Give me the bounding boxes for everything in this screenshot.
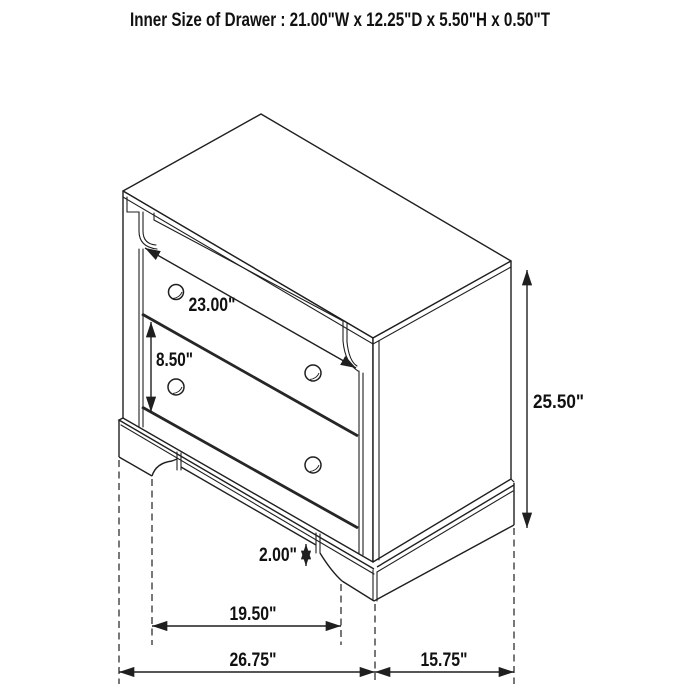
dimension-label-drawer-front-height: 8.50" [156, 350, 193, 371]
dimension-overall-width [119, 650, 375, 672]
drawing-title: Inner Size of Drawer : 21.00"W x 12.25"D x 5.50"H x 0.50"T [130, 10, 551, 31]
dimension-label-opening-width: 23.00" [188, 295, 236, 316]
dimension-base-clearance [259, 544, 306, 566]
dimension-label-overall-depth: 15.75" [420, 650, 468, 671]
dimension-label-overall-width: 26.75" [229, 650, 277, 671]
right-foot-bottom-edge [342, 581, 374, 601]
dimension-foot-span [152, 604, 341, 626]
right-foot-arch [320, 553, 342, 581]
dimension-label-base-clearance: 2.00" [259, 545, 297, 566]
dimension-label-overall-height: 25.50" [533, 392, 584, 413]
dimension-overall-height [527, 270, 584, 528]
dimension-overall-depth [375, 650, 514, 672]
left-foot-bottom-edge [119, 457, 152, 476]
left-foot-arch [152, 459, 177, 476]
dimension-label-foot-span: 19.50" [229, 604, 277, 625]
knob-icon [169, 285, 184, 300]
